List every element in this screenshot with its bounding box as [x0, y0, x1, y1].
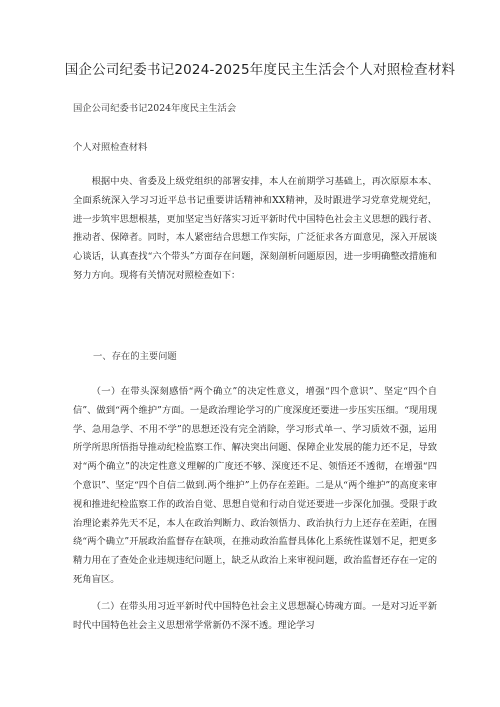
section-item-paragraph-2: （二）在带头用习近平新时代中国特色社会主义思想凝心铸魂方面。一是对习近平新时代中国特色社会主义思想常学常新仍不深不透。理论学习 [73, 601, 437, 631]
section-heading: 一、存在的主要问题 [93, 351, 177, 362]
intro-paragraph: 根据中央、省委及上级党组织的部署安排，本人在前期学习基础上，再次原原本本、全面系统深入学习习近平总书记重要讲话精神和XX精神，及时跟进学习党章党规党纪，进一步筑牢思想根基，更加坚定当好落实习近平新时代中国特色社会主义思想的践行者、推动者、保障者。同时，本人紧密结合思想工作实际，广泛征求各方面意见，深入开展谈心谈话，认真查找“六个带头”方面存在问题，深刻剖析问题原因，进一步明确整改措施和努力方向。现将有关情况对照检查如下： [73, 176, 437, 281]
document-title: 国企公司纪委书记2024-2025年度民主生活会个人对照检查材料 [64, 62, 456, 78]
document-subheading: 个人对照检查材料 [73, 142, 148, 153]
section-item-paragraph: （一）在带头深刻感悟“两个确立”的决定性意义，增强“四个意识”、坚定“四个自信”、做到“两个维护”方面。一是政治理论学习的广度深度还要进一步压实压细。“现用现学、急用急学、不用不学”的思想还没有完全消除，学习形式单一、学习质效不强，运用所学所思所悟指导推动纪检监察工作、解决突出问题、保障企业发展的能力还不足，导致对“两个确立”的决定性意义理解的广度还不够、深度还不足、领悟还不透彻，在增强“四个意识”、坚定“四个自信二做到.两个维护”上仍存在差距。二是从“两个维护”的高度来审视和推进纪检监察工作的政治自觉、思想自觉和行动自觉还要进一步深化加强。受限于政治理论素养先天不足，本人在政治判断力、政治领悟力、政治执行力上还存在差距，在围绕“两个确立”开展政治监督存在缺项，在推动政治监督具体化上系统性谋划不足，把更多精力用在了查处企业违规违纪问题上，缺乏从政治上来审视问题，政治监督还存在一定的死角盲区。 [73, 386, 437, 585]
document-subtitle: 国企公司纪委书记2024年度民主生活会 [73, 103, 237, 114]
